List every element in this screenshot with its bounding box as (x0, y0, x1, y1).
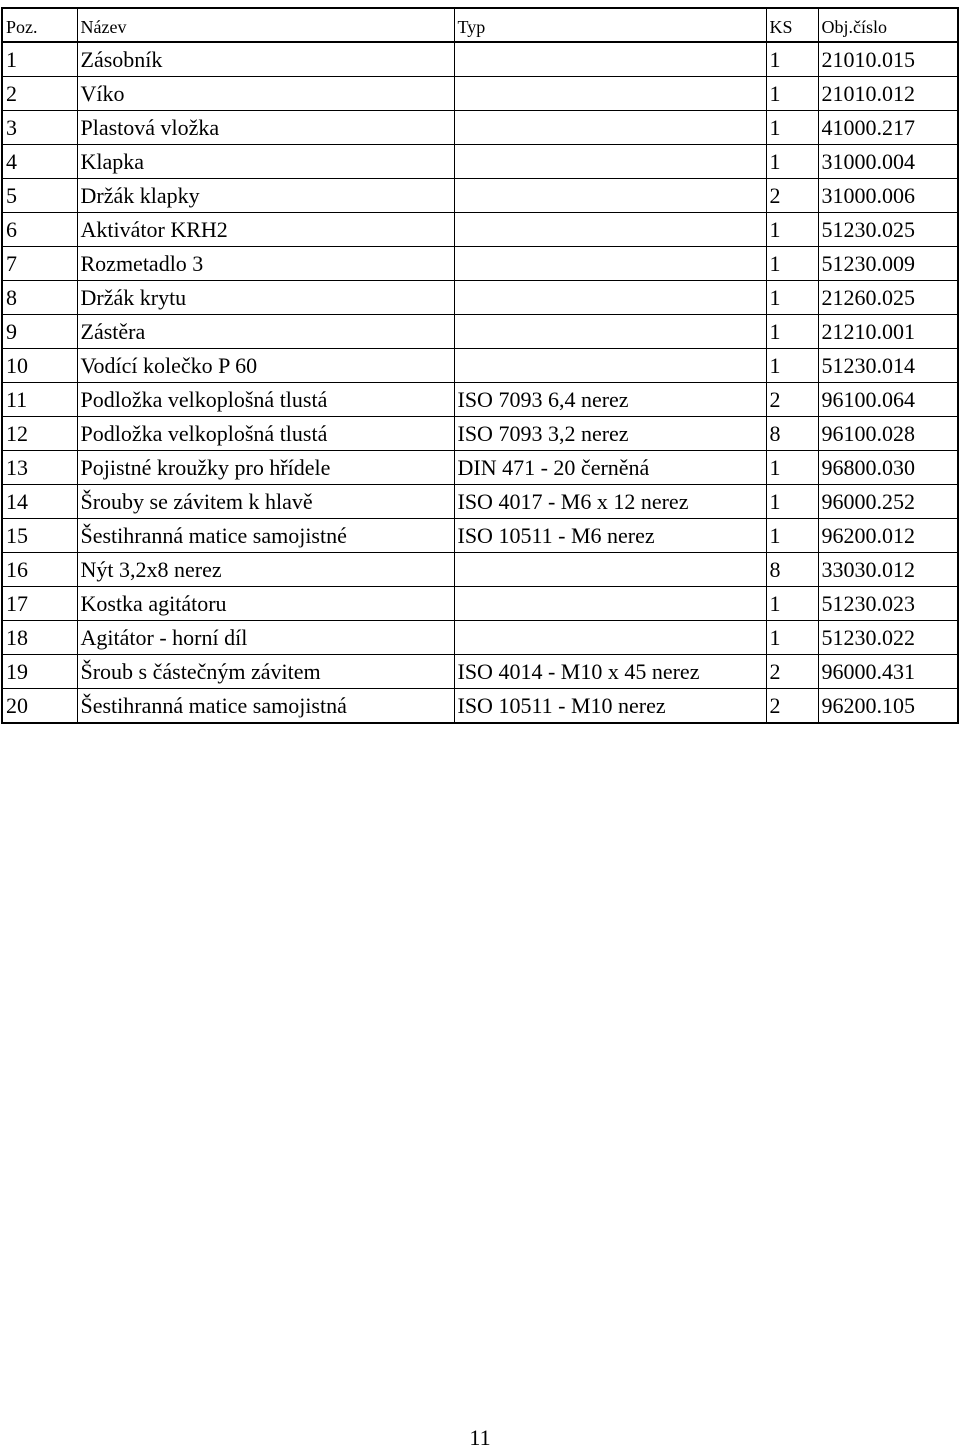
name-cell: Vodící kolečko P 60 (77, 349, 454, 383)
type-cell (454, 553, 766, 587)
order-number-cell: 96800.030 (818, 451, 958, 485)
header-type: Typ (454, 8, 766, 42)
name-cell: Plastová vložka (77, 111, 454, 145)
order-number-cell: 51230.014 (818, 349, 958, 383)
order-number-cell: 51230.023 (818, 587, 958, 621)
quantity-cell: 1 (766, 42, 818, 77)
position-cell: 5 (2, 179, 77, 213)
position-cell: 2 (2, 77, 77, 111)
name-cell: Držák klapky (77, 179, 454, 213)
quantity-cell: 2 (766, 655, 818, 689)
position-cell: 18 (2, 621, 77, 655)
type-cell: ISO 7093 6,4 nerez (454, 383, 766, 417)
table-row (2, 349, 958, 383)
position-cell: 7 (2, 247, 77, 281)
table-row (2, 77, 958, 111)
table-row (2, 145, 958, 179)
type-cell (454, 621, 766, 655)
name-cell: Šroub s částečným závitem (77, 655, 454, 689)
order-number-cell: 33030.012 (818, 553, 958, 587)
name-cell: Kostka agitátoru (77, 587, 454, 621)
type-cell: DIN 471 - 20 černěná (454, 451, 766, 485)
type-cell (454, 281, 766, 315)
quantity-cell: 1 (766, 519, 818, 553)
quantity-cell: 1 (766, 213, 818, 247)
position-cell: 17 (2, 587, 77, 621)
quantity-cell: 1 (766, 587, 818, 621)
quantity-cell: 2 (766, 179, 818, 213)
position-cell: 9 (2, 315, 77, 349)
order-number-cell: 96200.105 (818, 689, 958, 724)
quantity-cell: 1 (766, 145, 818, 179)
name-cell: Nýt 3,2x8 nerez (77, 553, 454, 587)
type-cell (454, 349, 766, 383)
header-row (2, 8, 958, 42)
order-number-cell: 21260.025 (818, 281, 958, 315)
type-cell (454, 587, 766, 621)
header-name: Název (77, 8, 454, 42)
table-row (2, 213, 958, 247)
position-cell: 3 (2, 111, 77, 145)
order-number-cell: 31000.006 (818, 179, 958, 213)
table-row (2, 587, 958, 621)
quantity-cell: 1 (766, 77, 818, 111)
quantity-cell: 1 (766, 281, 818, 315)
quantity-cell: 1 (766, 315, 818, 349)
type-cell: ISO 10511 - M10 nerez (454, 689, 766, 724)
type-cell: ISO 4014 - M10 x 45 nerez (454, 655, 766, 689)
name-cell: Pojistné kroužky pro hřídele (77, 451, 454, 485)
quantity-cell: 1 (766, 247, 818, 281)
parts-table (1, 7, 959, 724)
order-number-cell: 21210.001 (818, 315, 958, 349)
type-cell (454, 111, 766, 145)
position-cell: 10 (2, 349, 77, 383)
table-header (2, 8, 958, 42)
position-cell: 14 (2, 485, 77, 519)
table-row (2, 553, 958, 587)
quantity-cell: 2 (766, 689, 818, 724)
table-row (2, 451, 958, 485)
type-cell (454, 315, 766, 349)
table-body (2, 42, 958, 723)
quantity-cell: 1 (766, 621, 818, 655)
type-cell (454, 247, 766, 281)
table-row (2, 621, 958, 655)
quantity-cell: 8 (766, 417, 818, 451)
position-cell: 12 (2, 417, 77, 451)
quantity-cell: 2 (766, 383, 818, 417)
position-cell: 16 (2, 553, 77, 587)
position-cell: 11 (2, 383, 77, 417)
table-row (2, 485, 958, 519)
table-row (2, 519, 958, 553)
header-quantity: KS (766, 8, 818, 42)
order-number-cell: 41000.217 (818, 111, 958, 145)
name-cell: Držák krytu (77, 281, 454, 315)
order-number-cell: 96100.064 (818, 383, 958, 417)
table-row (2, 417, 958, 451)
order-number-cell: 96200.012 (818, 519, 958, 553)
name-cell: Šestihranná matice samojistné (77, 519, 454, 553)
order-number-cell: 51230.022 (818, 621, 958, 655)
table-row (2, 281, 958, 315)
table-row (2, 247, 958, 281)
quantity-cell: 1 (766, 451, 818, 485)
order-number-cell: 51230.025 (818, 213, 958, 247)
type-cell: ISO 10511 - M6 nerez (454, 519, 766, 553)
type-cell: ISO 4017 - M6 x 12 nerez (454, 485, 766, 519)
table-row (2, 315, 958, 349)
type-cell: ISO 7093 3,2 nerez (454, 417, 766, 451)
order-number-cell: 21010.015 (818, 42, 958, 77)
header-position: Poz. (2, 8, 77, 42)
header-order-number: Obj.číslo (818, 8, 958, 42)
order-number-cell: 51230.009 (818, 247, 958, 281)
order-number-cell: 96000.252 (818, 485, 958, 519)
table-row (2, 655, 958, 689)
order-number-cell: 31000.004 (818, 145, 958, 179)
position-cell: 4 (2, 145, 77, 179)
quantity-cell: 8 (766, 553, 818, 587)
quantity-cell: 1 (766, 485, 818, 519)
order-number-cell: 21010.012 (818, 77, 958, 111)
position-cell: 20 (2, 689, 77, 724)
name-cell: Agitátor - horní díl (77, 621, 454, 655)
name-cell: Zásobník (77, 42, 454, 77)
name-cell: Šestihranná matice samojistná (77, 689, 454, 724)
position-cell: 19 (2, 655, 77, 689)
position-cell: 13 (2, 451, 77, 485)
table-row (2, 111, 958, 145)
table-row (2, 383, 958, 417)
table-row (2, 179, 958, 213)
name-cell: Aktivátor KRH2 (77, 213, 454, 247)
quantity-cell: 1 (766, 349, 818, 383)
name-cell: Šrouby se závitem k hlavě (77, 485, 454, 519)
type-cell (454, 42, 766, 77)
table-row (2, 42, 958, 77)
name-cell: Klapka (77, 145, 454, 179)
type-cell (454, 77, 766, 111)
order-number-cell: 96000.431 (818, 655, 958, 689)
type-cell (454, 145, 766, 179)
type-cell (454, 179, 766, 213)
name-cell: Podložka velkoplošná tlustá (77, 383, 454, 417)
name-cell: Zástěra (77, 315, 454, 349)
type-cell (454, 213, 766, 247)
name-cell: Rozmetadlo 3 (77, 247, 454, 281)
page-number: 11 (469, 1425, 491, 1450)
position-cell: 8 (2, 281, 77, 315)
quantity-cell: 1 (766, 111, 818, 145)
position-cell: 15 (2, 519, 77, 553)
table-row (2, 689, 958, 724)
position-cell: 1 (2, 42, 77, 77)
name-cell: Podložka velkoplošná tlustá (77, 417, 454, 451)
position-cell: 6 (2, 213, 77, 247)
name-cell: Víko (77, 77, 454, 111)
order-number-cell: 96100.028 (818, 417, 958, 451)
